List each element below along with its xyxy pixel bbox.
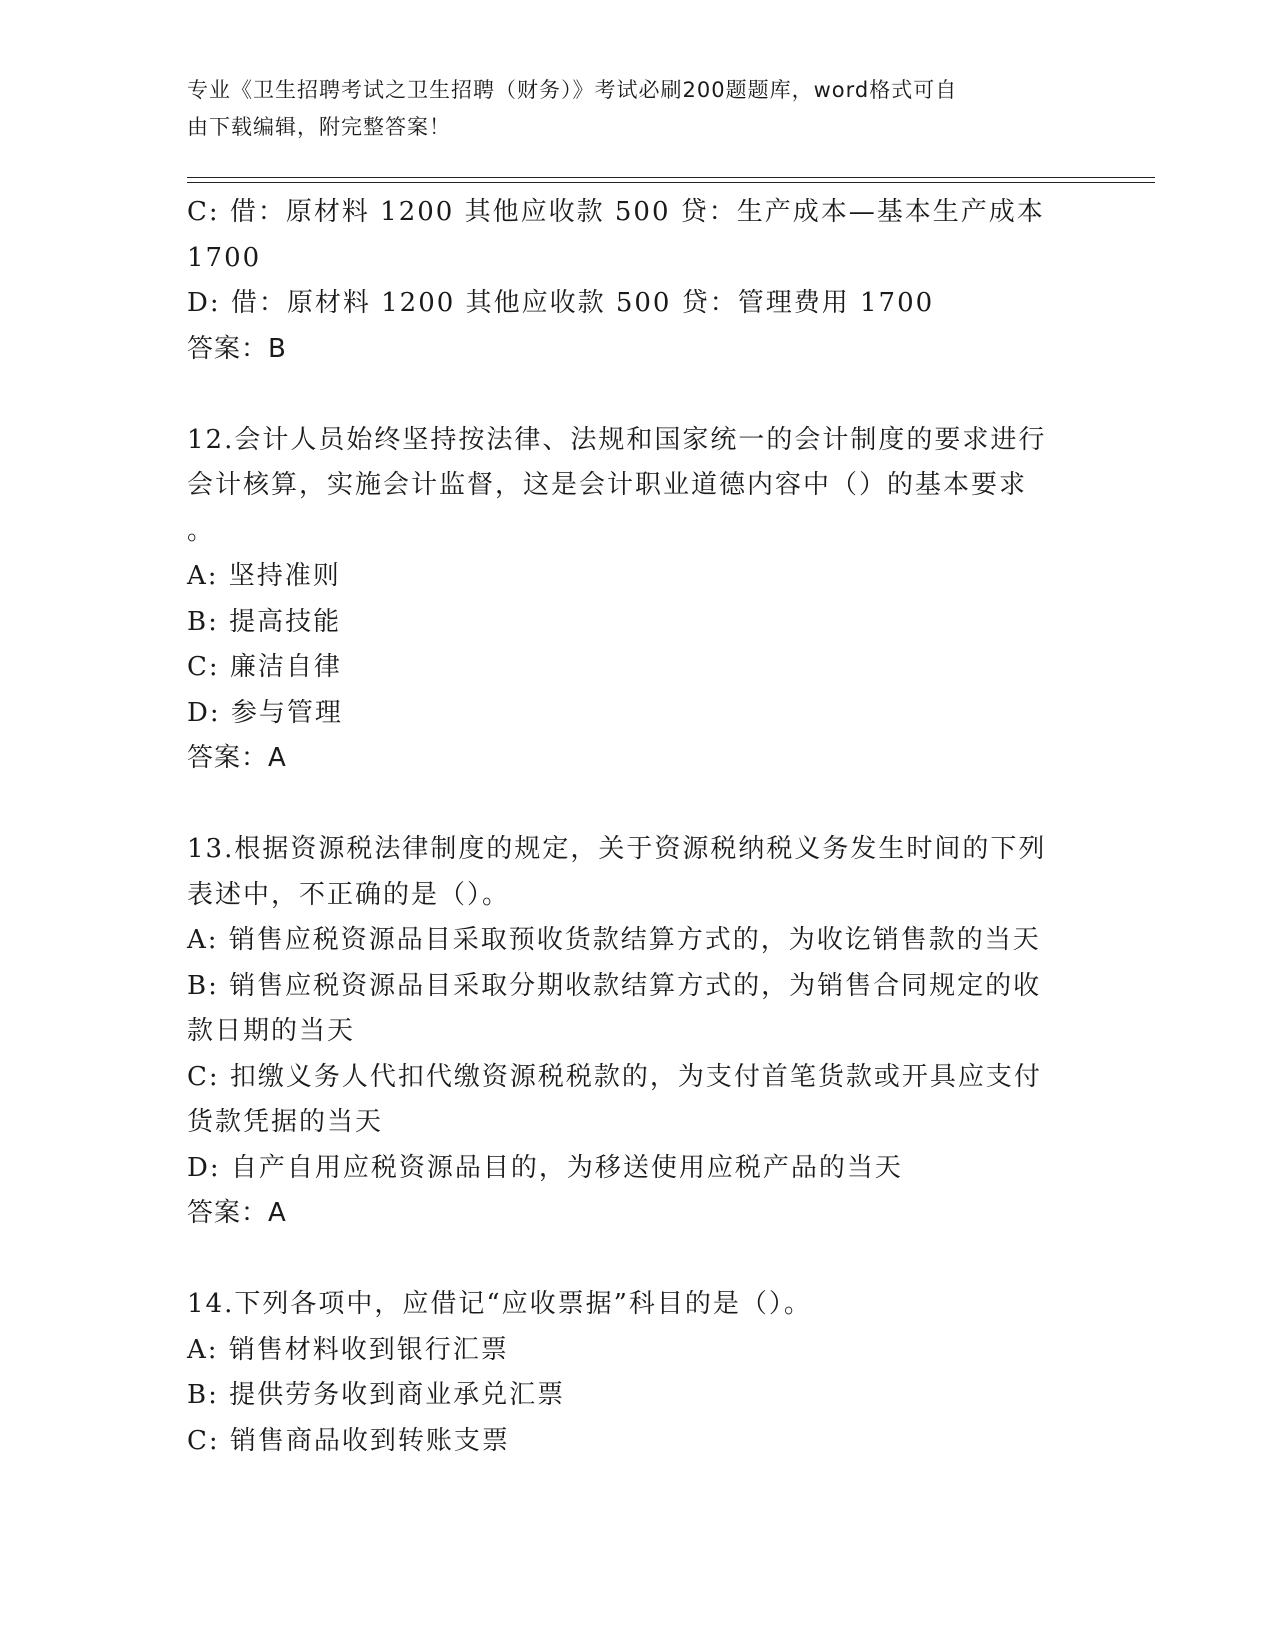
question-stem-line-1: 13.根据资源税法律制度的规定，关于资源税纳税义务发生时间的下列 xyxy=(187,834,1047,864)
option-c-line-1: C: 借：原材料 1200 其他应收款 500 贷：生产成本—基本生产成本 xyxy=(187,197,1045,227)
option-d: D: 参与管理 xyxy=(187,697,343,728)
option-b: B: 提高技能 xyxy=(187,606,342,637)
question-stem-line-1: 14.下列各项中，应借记“应收票据”科目的是（）。 xyxy=(187,1289,812,1319)
question-11-continuation xyxy=(187,190,1087,372)
option-b: B: 提供劳务收到商业承兑汇票 xyxy=(187,1380,566,1410)
document-body xyxy=(187,190,1087,1464)
option-a: A: 销售材料收到银行汇票 xyxy=(187,1334,509,1365)
page-header xyxy=(187,72,1087,146)
spacer xyxy=(187,1237,1087,1283)
question-12 xyxy=(187,418,1087,782)
option-c-line-1: C: 扣缴义务人代扣代缴资源税税款的，为支付首笔货款或开具应支付 xyxy=(187,1061,1042,1092)
option-c-line-2: 货款凭据的当天 xyxy=(187,1107,384,1137)
question-stem-line-2: 表述中，不正确的是（）。 xyxy=(187,879,511,910)
question-14 xyxy=(187,1282,1087,1464)
header-title-line-1: 专业《卫生招聘考试之卫生招聘（财务）》考试必刷200题题库，word格式可自 xyxy=(187,78,958,102)
option-b-line-2: 款日期的当天 xyxy=(187,1016,356,1046)
answer: 答案：B xyxy=(187,333,287,364)
answer: 答案：A xyxy=(187,1198,287,1228)
option-c: C: 销售商品收到转账支票 xyxy=(187,1425,510,1456)
spacer xyxy=(187,372,1087,418)
option-c-line-2: 1700 xyxy=(187,242,262,273)
header-title-line-2: 由下载编辑，附完整答案！ xyxy=(187,115,451,139)
option-c: C: 廉洁自律 xyxy=(187,652,342,682)
spacer xyxy=(187,782,1087,828)
question-stem-line-2: 会计核算，实施会计监督，这是会计职业道德内容中（）的基本要求 xyxy=(187,470,1028,500)
question-13 xyxy=(187,827,1087,1237)
option-b-line-1: B: 销售应税资源品目采取分期收款结算方式的，为销售合同规定的收 xyxy=(187,970,1042,1001)
option-d: D: 自产自用应税资源品目的，为移送使用应税产品的当天 xyxy=(187,1152,903,1183)
option-a: A: 坚持准则 xyxy=(187,561,341,591)
option-d: D: 借：原材料 1200 其他应收款 500 贷：管理费用 1700 xyxy=(187,288,935,318)
answer: 答案：A xyxy=(187,743,287,773)
question-stem-line-1: 12.会计人员始终坚持按法律、法规和国家统一的会计制度的要求进行 xyxy=(187,424,1047,455)
header-divider xyxy=(187,177,1155,183)
option-a: A: 销售应税资源品目采取预收货款结算方式的，为收讫销售款的当天 xyxy=(187,925,1041,955)
question-stem-line-3: 。 xyxy=(187,515,216,546)
